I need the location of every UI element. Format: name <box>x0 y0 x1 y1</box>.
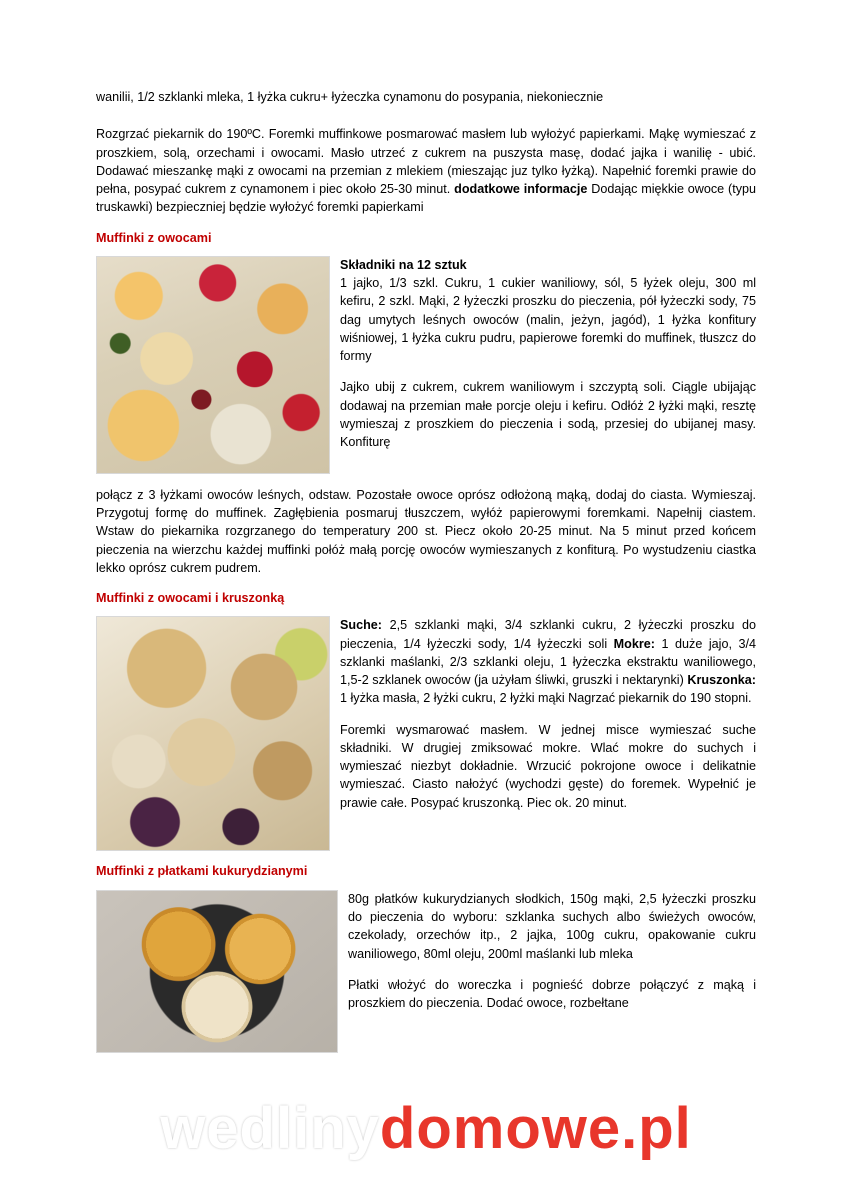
recipe-block-3 <box>96 890 756 1059</box>
recipe-2-text-dry: 2,5 szklanki mąki, 3/4 szklanki cukru, 2 łyżeczki proszku do pieczenia, 1/4 łyżeczki sody, 1/4 łyżeczki soli <box>340 618 756 651</box>
cornflake-muffins-photo <box>96 890 338 1053</box>
recipe-3-ingredients: 80g płatków kukurydzianych słodkich, 150g mąki, 2,5 łyżeczki proszku do pieczenia do wyboru: szklanka suchych albo świeżych owoców, czekolady, orzechów itp., 2 jajka, 100g cukru, opakowanie cukru waniliowego, 80ml oleju, 200ml maślanki lub mleka <box>348 891 756 961</box>
document-content <box>96 88 756 1065</box>
recipe-2-label-crumble: Kruszonka: <box>687 673 756 688</box>
recipe-1-ingredients-heading: Składniki na 12 sztuk <box>340 257 467 272</box>
recipe-block-1 <box>96 256 756 480</box>
crumble-muffins-photo <box>96 616 330 851</box>
recipe-block-2 <box>96 616 756 857</box>
recipe-1-ingredients-text: 1 jajko, 1/3 szkl. Cukru, 1 cukier waniliowy, sól, 5 łyżek oleju, 300 ml kefiru, 2 szkl. Mąki, 2 łyżeczki proszku do pieczenia, pół łyżeczki sody, 75 dag umytych leśnych owoców (malin, jeżyn, jagód), 1 łyżka konfitury wiśniowej, 1 łyżka cukru pudru, papierowe foremki do muffinek, tłuszcz do formy <box>340 276 756 364</box>
recipe-2-label-dry: Suche: <box>340 618 382 633</box>
intro-paragraph <box>96 125 756 216</box>
cornflake-muffins-image <box>97 891 337 1052</box>
intro-bold-note: dodatkowe informacje <box>454 182 588 196</box>
intro-text-part2: Dodając miękkie owoce (typu truskawki) bezpieczniej będzie wyłożyć foremki papierkami <box>96 182 757 215</box>
recipe-2-method: Foremki wysmarować masłem. W jednej misce wymieszać suche składniki. W drugiej zmiksować mokre. Wlać mokre do suchych i wymieszać niezbyt dokładnie. Wrzucić pokrojone owoce i delikatnie wymieszać. Ciasto nałożyć (wychodzi gęste) do foremek. Wypełnić je prawie całe. Posypać kruszonką. Piec ok. 20 minut. <box>340 722 756 810</box>
recipe-1-method-column: Jajko ubij z cukrem, cukrem waniliowym i szczyptą soli. Ciągle ubijając dodawaj na przemian małe porcje oleju i kefiru. Odłóż 2 łyżki mąki, resztę wymieszaj z proszkiem do pieczenia i sodą, przesiej do ubijanej masy. Konfiturę <box>340 380 756 450</box>
recipe-1-method-full: połącz z 3 łyżkami owoców leśnych, odstaw. Pozostałe owoce oprósz odłożoną mąką, dodaj do ciasta. Wymieszaj. Przygotuj formę do muffinek. Zagłębienia posmaruj tłuszczem, wyłóż papierowymi foremkami. Napełnij ciastem. Wstaw do piekarnika rozgrzanego do temperatury 200 st. Piecz około 20-25 minut. Na 5 minut przed końcem pieczenia na wierzchu każdej muffinki połóż małą porcję owoców wymieszanych z konfiturą. Po wystudzeniu ciastka lekko oprósz cukrem pudrem. <box>96 487 756 575</box>
recipe-2-label-wet: Mokre: <box>613 636 655 651</box>
fruit-muffins-image <box>97 257 329 473</box>
recipe-2-text-wet: 1 duże jajo, 3/4 szklanki maślanki, 2/3 szklanki oleju, 1 łyżeczka ekstraktu waniliowego, 1,5-2 szklanek owoców (ja użyłam śliwki, gruszki i nektarynki) <box>340 636 756 688</box>
recipe-3-method: Płatki włożyć do woreczka i pognieść dobrze połączyć z mąką i proszkiem do pieczenia. Dodać owoce, rozbełtane <box>348 977 756 1011</box>
watermark-part1: wedliny <box>160 1096 380 1161</box>
top-paragraph: wanilii, 1/2 szklanki mleka, 1 łyżka cukru+ łyżeczka cynamonu do posypania, niekoniecznie <box>96 90 604 104</box>
site-watermark <box>96 1096 756 1161</box>
recipe-title-2: Muffinki z owocami i kruszonką <box>96 591 285 606</box>
recipe-3-column <box>348 890 756 1026</box>
recipe-1-column <box>340 256 756 465</box>
recipe-2-text-crumble: 1 łyżka masła, 2 łyżki cukru, 2 łyżki mąki Nagrzać piekarnik do 190 stopni. <box>340 691 752 706</box>
watermark-part3: .pl <box>621 1096 692 1161</box>
recipe-2-column <box>340 616 756 825</box>
recipe-2-ingredients <box>340 616 756 707</box>
fruit-muffins-photo <box>96 256 330 474</box>
recipe-title-3: Muffinki z płatkami kukurydzianymi <box>96 864 308 879</box>
recipe-1-ingredients <box>340 256 756 366</box>
recipe-title-1: Muffinki z owocami <box>96 230 212 245</box>
crumble-muffins-image <box>97 617 329 850</box>
watermark-part2: domowe <box>379 1096 622 1161</box>
intro-text-part1: Rozgrzać piekarnik do 190ºC. Foremki muffinkowe posmarować masłem lub wyłożyć papierkami. Mąkę wymieszać z proszkiem, solą, orzechami i owocami. Masło utrzeć z cukrem na puszysta masę, dodać jajka i wanilię - ubić. Dodawać mieszankę mąki z owocami na przemian z mlekiem (mieszając juz tylko łyżką). Napełnić foremki prawie do pełna, posypać cukrem z cynamonem i piec około 25-30 minut. <box>96 127 756 196</box>
